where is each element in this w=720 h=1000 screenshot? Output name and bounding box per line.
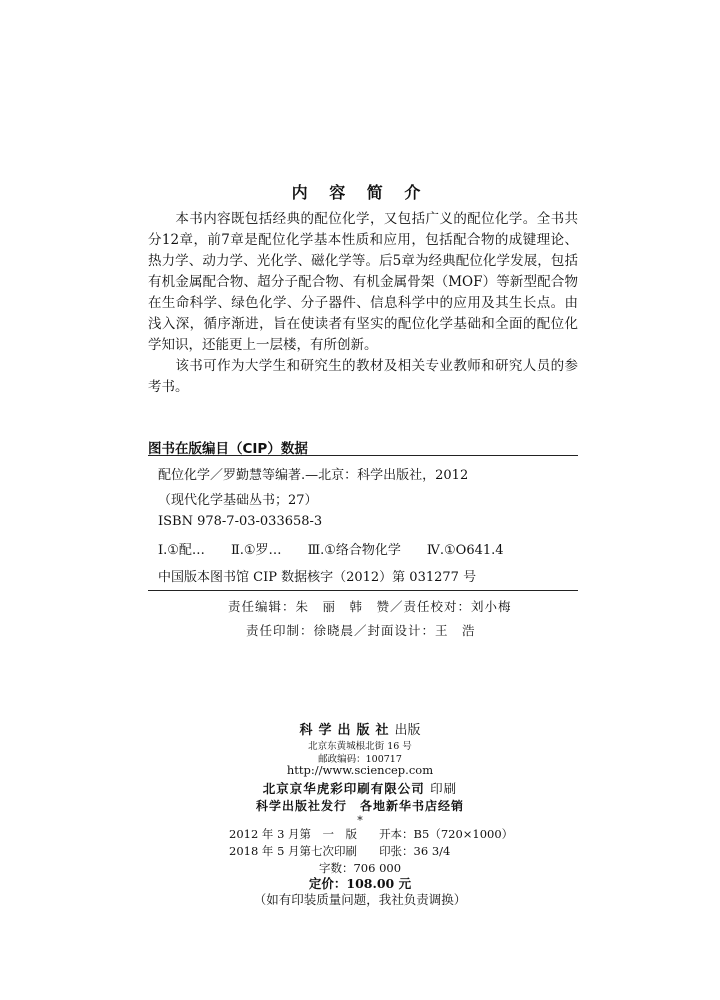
printer-line — [0, 779, 720, 797]
publisher-line — [0, 719, 720, 738]
divider — [148, 455, 578, 456]
cip-record-number: 中国版本图书馆 CIP 数据核字（2012）第 031277 号 — [158, 570, 477, 585]
credits-editors: 责任编辑：朱 丽 韩 赞／责任校对：刘小梅 — [228, 599, 512, 614]
cip-class-part: Ⅰ.①配… — [158, 543, 205, 558]
edition-printing: 2018 年 5 月第七次印刷 — [229, 844, 358, 858]
print-sheets: 印张：36 3/4 — [379, 844, 451, 858]
publisher-postcode: 邮政编码：100717 — [318, 754, 402, 765]
summary-paragraph — [148, 209, 578, 356]
publisher-address: 北京东黄城根北街 16 号 — [308, 741, 412, 752]
price: 定价：108.00 元 — [308, 876, 412, 891]
cip-classification — [158, 539, 504, 558]
summary-paragraph-text: 该书可作为大学生和研究生的教材及相关专业教师和研究人员的参考书。 — [148, 358, 578, 395]
printer-suffix: 印刷 — [430, 781, 458, 796]
publisher-suffix: 出版 — [394, 723, 421, 738]
cip-class-part: Ⅳ.①O641.4 — [426, 543, 504, 558]
summary-paragraph — [148, 356, 578, 398]
cip-isbn: ISBN 978-7-03-033658-3 — [158, 514, 323, 529]
word-count: 字数：706 000 — [318, 861, 402, 875]
cip-line: 配位化学／罗勤慧等编著.—北京：科学出版社，2012 — [158, 468, 469, 483]
distributor-line: 科学出版社发行 各地新华书店经销 — [255, 799, 464, 813]
cip-heading: 图书在版编目（CIP）数据 — [148, 441, 308, 457]
publisher-name: 科学出版社 — [299, 723, 395, 738]
book-format: 开本：B5（720×1000） — [379, 827, 514, 841]
edition-line — [229, 826, 513, 842]
divider — [148, 590, 578, 591]
separator-star: * — [357, 814, 363, 827]
summary-title: 内 容 简 介 — [291, 183, 429, 202]
cip-class-part: Ⅲ.①络合物化学 — [307, 543, 401, 558]
printing-line — [229, 843, 450, 859]
printer-name: 北京京华虎彩印刷有限公司 — [262, 781, 425, 796]
cip-line: （现代化学基础丛书；27） — [158, 493, 318, 508]
quality-notice: （如有印装质量问题，我社负责调换） — [253, 892, 467, 907]
cip-class-part: Ⅱ.①罗… — [230, 543, 282, 558]
publisher-url: http://www.sciencep.com — [286, 763, 434, 777]
credits-production: 责任印制：徐晓晨／封面设计：王 浩 — [246, 623, 476, 638]
edition-first: 2012 年 3 月第 一 版 — [229, 827, 358, 841]
summary-paragraph-text: 本书内容既包括经典的配位化学，又包括广义的配位化学。全书共分12章，前7章是配位化学基本性质和应用，包括配合物的成键理论、热力学、动力学、光化学、磁化学等。后5章为经典配位化学发展，包括有机金属配合物、超分子配合物、有机金属骨架（MOF）等新型配合物在生命科学、绿色化学、分子器件、信息科学中的应用及其生长点。由浅入深，循序渐进，旨在使读者有坚实的配位化学基础和全面的配位化学知识，还能更上一层楼，有所创新。 — [148, 211, 578, 353]
